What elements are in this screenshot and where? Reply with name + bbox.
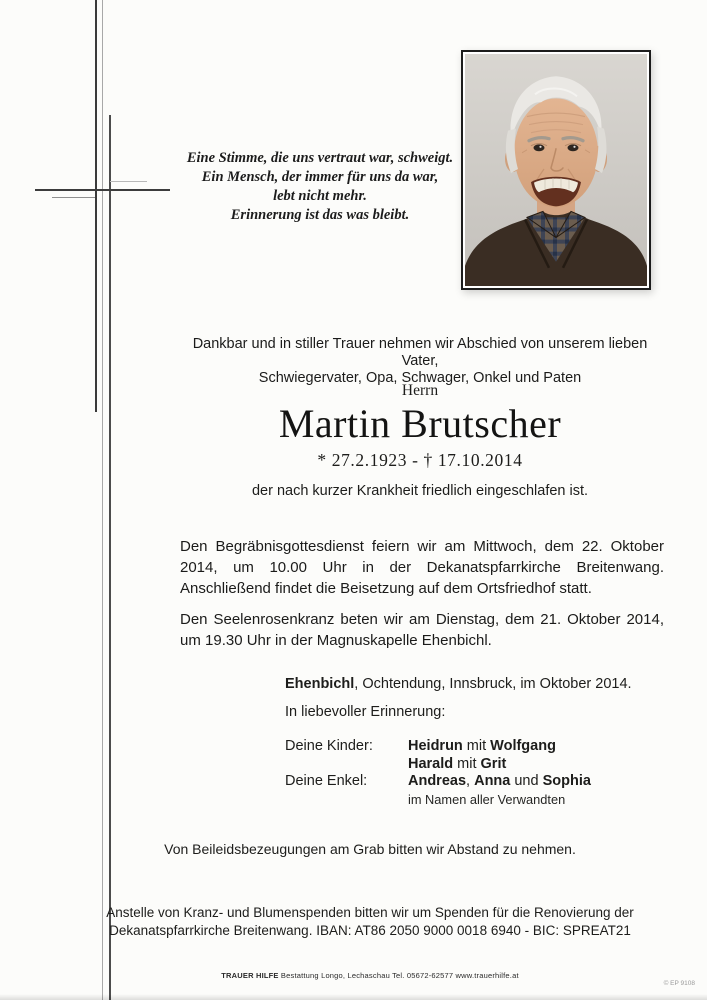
family-name: Heidrun (408, 738, 463, 754)
family-separator: , (466, 773, 475, 789)
memory-line: In liebevoller Erinnerung: (285, 704, 446, 720)
family-name: Wolfgang (490, 738, 556, 754)
poem-line: Ein Mensch, der immer für uns da war, (201, 169, 439, 185)
family-row (285, 756, 591, 774)
cross-line-arm-top (110, 181, 147, 182)
salutation: Herrn (401, 382, 439, 399)
family-label: Deine Kinder: (285, 738, 373, 754)
life-dates: * 27.2.1923 - † 17.10.2014 (317, 450, 523, 470)
rosary-paragraph: Den Seelenrosenkranz beten wir am Dienstag, dem 21. Oktober 2014, um 19.30 Uhr in der Magnuskapelle Ehenbichl. (180, 611, 664, 649)
poem-line: lebt nicht mehr. (273, 188, 367, 204)
family-names (408, 756, 506, 774)
portrait-photo (461, 50, 651, 290)
family-row (285, 738, 591, 756)
donation-note (35, 904, 705, 940)
place-date-line (285, 676, 632, 692)
funeral-home-footer (35, 971, 705, 980)
in-names-of-line: im Namen aller Verwandten (408, 791, 566, 807)
memorial-poem (155, 149, 485, 225)
donation-line-1: Anstelle von Kranz- und Blumenspenden bitten wir um Spenden für die Renovierung der (106, 905, 634, 920)
family-label: Deine Enkel: (285, 773, 368, 789)
service-information (180, 536, 664, 651)
portrait-illustration (465, 54, 647, 286)
family-separator: mit (462, 738, 491, 754)
condolence-note: Von Beileidsbezeugungen am Grab bitten wir Abstand zu nehmen. (164, 841, 576, 857)
place-rest: , Ochtendung, Innsbruck, im Oktober 2014. (354, 676, 632, 692)
cross-line-arm-bottom (52, 197, 95, 198)
family-label (285, 791, 408, 809)
announcement-intro (180, 336, 660, 387)
poem-line: Eine Stimme, die uns vertraut war, schweigt. (186, 150, 454, 166)
print-reference: © EP 9108 (663, 980, 695, 987)
intro-line-2: Schwiegervater, Opa, Schwager, Onkel und Paten (258, 370, 582, 386)
family-name: Grit (480, 755, 507, 772)
family-name: Sophia (542, 773, 591, 789)
intro-line-1: Dankbar und in stiller Trauer nehmen wir Abschied von unserem lieben Vater, (192, 336, 648, 369)
cross-line-arm-main (35, 189, 170, 191)
family-names (408, 773, 591, 791)
family-name: Anna (474, 773, 511, 789)
family-separator: mit (453, 755, 481, 772)
family-names (408, 738, 556, 756)
cross-line-vertical-right (109, 115, 111, 1000)
deceased-name: Martin Brutscher (278, 401, 562, 446)
funeral-home-brand: TRAUER HILFE (221, 971, 279, 980)
funeral-home-details: Bestattung Longo, Lechaschau Tel. 05672-62577 www.trauerhilfe.at (278, 971, 519, 980)
family-list (285, 738, 591, 808)
family-separator: und (510, 773, 543, 789)
poem-line: Erinnerung ist das was bleibt. (230, 207, 410, 223)
cross-line-vertical-dark (95, 0, 97, 412)
donation-line-2: Dekanatspfarrkirche Breitenwang. IBAN: AT86 2050 9000 0018 6940 - BIC: SPREAT21 (109, 923, 631, 938)
family-label (285, 756, 408, 774)
family-name: Harald (408, 755, 454, 772)
family-row (285, 791, 591, 809)
death-circumstance: der nach kurzer Krankheit friedlich eingeschlafen ist. (251, 483, 589, 499)
family-row (285, 773, 591, 791)
funeral-service-paragraph: Den Begräbnisgottesdienst feiern wir am Mittwoch, dem 22. Oktober 2014, um 10.00 Uhr in der Dekanatspfarrkirche Breitenwang. Anschließend findet die Beisetzung auf dem Ortsfriedhof statt. (180, 538, 664, 597)
family-name: Andreas (408, 773, 467, 789)
place-name: Ehenbichl (285, 676, 355, 692)
